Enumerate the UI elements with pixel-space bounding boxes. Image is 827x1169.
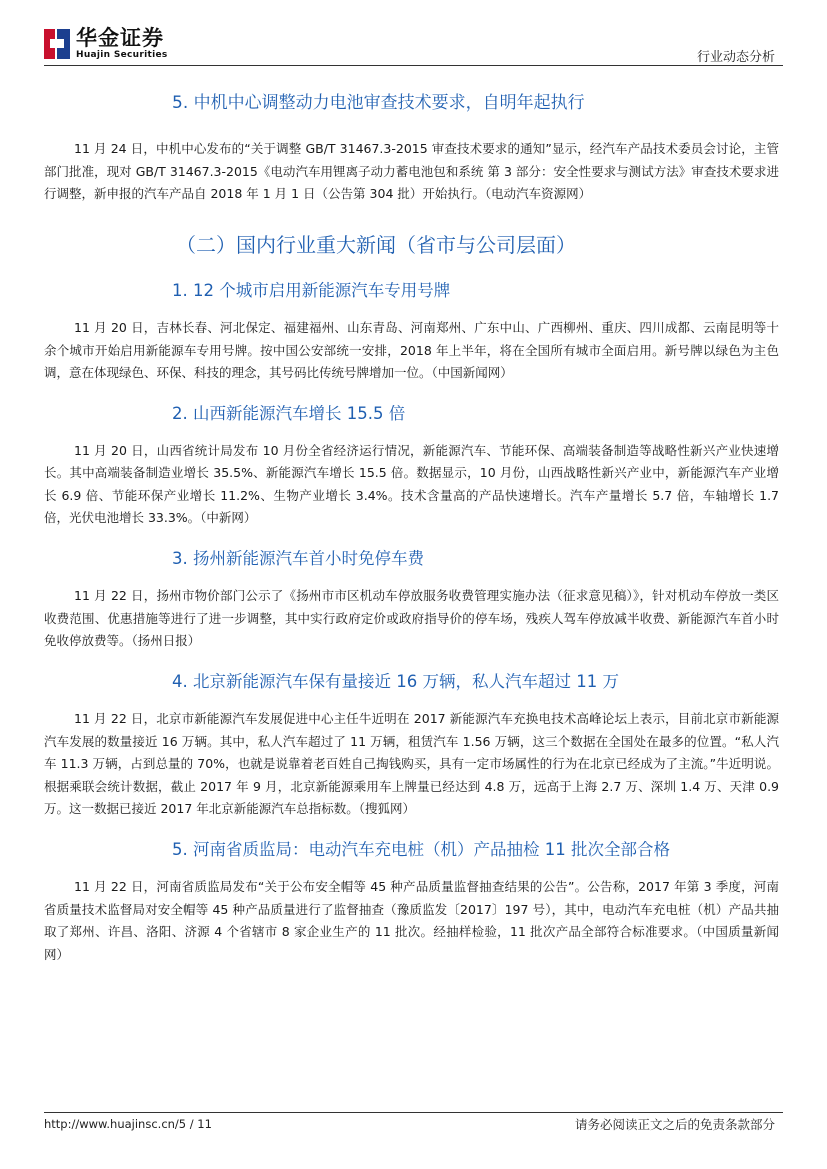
news-paragraph-1: 11 月 20 日，吉林长春、河北保定、福建福州、山东青岛、河南郑州、广东中山、广西柳州、重庆、四川成都、云南昆明等十余个城市开始启用新能源车专用号牌。按中国公安部统一安排，2018 年上半年，将在全国所有城市全面启用。新号牌以绿色为主色调，意在体现绿色、环保、科技的理念，其号码比传统号牌增加一位。（中国新闻网） <box>44 320 779 381</box>
logo-mark-icon <box>44 29 70 59</box>
footer-divider <box>44 1112 783 1113</box>
footer-url-page: http://www.huajinsc.cn/5 / 11 <box>44 1117 212 1131</box>
news-heading-2: 2. 山西新能源汽车增长 15.5 倍 <box>172 403 406 423</box>
brand-name-en: Huajin Securities <box>76 50 168 60</box>
news-heading-3: 3. 扬州新能源汽车首小时免停车费 <box>172 548 424 568</box>
brand-name-cn: 华金证券 <box>76 26 164 50</box>
header-divider <box>44 65 783 66</box>
news-paragraph-5: 11 月 22 日，河南省质监局发布“关于公布安全帽等 45 种产品质量监督抽查结果的公告”。公告称，2017 年第 3 季度，河南省质量技术监督局对安全帽等 45 种产品质量进行了监督抽查（豫质监发〔2017〕197 号），其中，电动汽车充电桩（机）产品共抽取了郑州、许昌、洛阳、济源 4 个省辖市 8 家企业生产的 11 批次。经抽样检验，11 批次产品全部符合标准要求。（中国质量新闻网） <box>44 879 779 962</box>
page-header <box>0 0 827 70</box>
news-heading-4: 4. 北京新能源汽车保有量接近 16 万辆，私人汽车超过 11 万 <box>172 671 619 691</box>
news-paragraph-2: 11 月 20 日，山西省统计局发布 10 月份全省经济运行情况，新能源汽车、节能环保、高端装备制造等战略性新兴产业快速增长。其中高端装备制造业增长 35.5%、新能源汽车增长 15.5 倍。数据显示，10 月份，山西战略性新兴产业中，新能源汽车产业增长 6.9 倍、节能环保产业增长 11.2%、生物产业增长 3.4%。技术含量高的产品快速增长。汽车产量增长 5.7 倍，车轴增长 1.7 倍，光伏电池增长 33.3%。（中新网） <box>44 442 779 526</box>
section-paragraph: 11 月 24 日，中机中心发布的“关于调整 GB/T 31467.3-2015 审查技术要求的通知”显示，经汽车产品技术委员会讨论，主管部门批准，现对 GB/T 31467.3-2015《电动汽车用锂离子动力蓄电池包和系统 第 3 部分：安全性要求与测试方法》审查技术要求进行调整，新申报的汽车产品自 2018 年 1 月 1 日（公告第 304 批）开始执行。（电动汽车资源网） <box>44 141 779 202</box>
news-heading-5: 5. 河南省质监局：电动汽车充电桩（机）产品抽检 11 批次全部合格 <box>172 839 670 859</box>
news-paragraph-3: 11 月 22 日，扬州市物价部门公示了《扬州市市区机动车停放服务收费管理实施办法（征求意见稿）》，针对机动车停放一类区收费范围、优惠措施等进行了进一步调整，其中实行政府定价或政府指导价的停车场，残疾人驾车停放减半收费、新能源汽车首小时免收停放费等。（扬州日报） <box>44 588 779 649</box>
news-paragraph-4: 11 月 22 日，北京市新能源汽车发展促进中心主任牛近明在 2017 新能源汽车充换电技术高峰论坛上表示，目前北京市新能源汽车发展的数量接近 16 万辆。其中，私人汽车超过了 11 万辆，租赁汽车 1.56 万辆，这三个数据在全国处在最多的位置。“私人汽车 11.3 万辆，占到总量的 70%，也就是说靠着老百姓自己掏钱购买，具有一定市场属性的行为在北京已经成为了主流。”牛近明说。根据乘联会统计数据，截止 2017 年 9 月，北京新能源乘用车上牌量已经达到 4.8 万，远高于上海 2.7 万、深圳 1.4 万、天津 0.9 万。这一数据已接近 2017 年北京新能源汽车总指标数。（搜狐网） <box>44 711 779 817</box>
news-heading-1: 1. 12 个城市启用新能源汽车专用号牌 <box>172 280 451 300</box>
report-type-label: 行业动态分析 <box>696 50 775 65</box>
company-logo <box>44 28 168 60</box>
section-heading: 5. 中机中心调整动力电池审查技术要求，自明年起执行 <box>172 93 585 113</box>
page-content <box>44 92 779 966</box>
footer-disclaimer: 请务必阅读正文之后的免责条款部分 <box>574 1117 775 1132</box>
chapter-heading: （二）国内行业重大新闻（省市与公司层面） <box>176 232 576 257</box>
